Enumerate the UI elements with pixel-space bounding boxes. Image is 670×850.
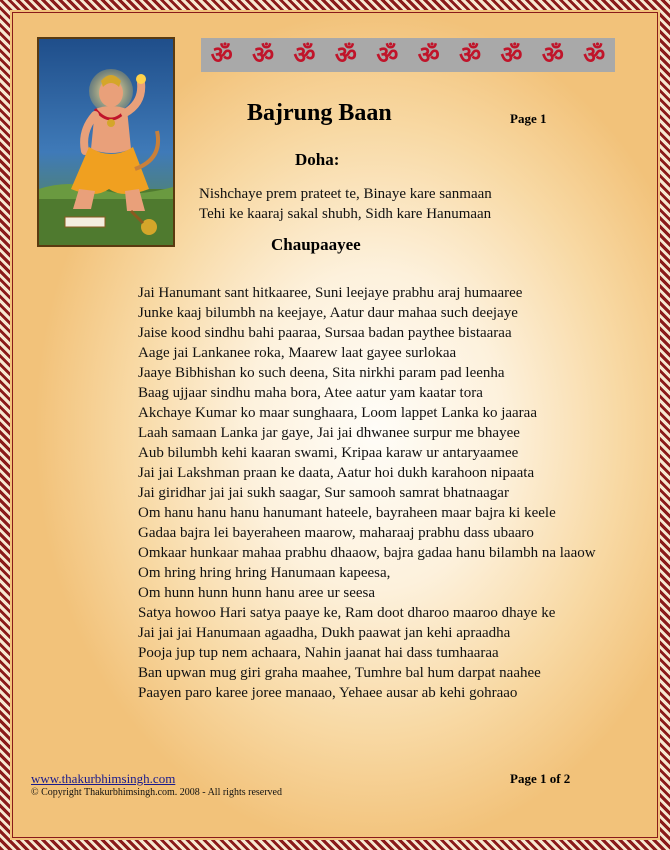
copyright-notice: © Copyright Thakurbhimsingh.com. 2008 - All rights reserved <box>31 787 282 798</box>
doha-text <box>199 184 492 224</box>
om-symbol-icon: ॐ <box>417 41 440 69</box>
chaupaayee-text <box>138 283 628 703</box>
website-link[interactable]: www.thakurbhimsingh.com <box>31 771 176 786</box>
om-symbol-icon: ॐ <box>252 41 275 69</box>
verse-line: Gadaa bajra lei bayeraheen maarow, maharaaj prabhu dass ubaaro <box>138 525 534 541</box>
page-number: Page 1 of 2 <box>510 771 571 786</box>
chaupaayee-heading: Chaupaayee <box>271 235 361 254</box>
doha-heading: Doha: <box>295 150 340 169</box>
om-symbol-icon: ॐ <box>334 41 357 69</box>
hanuman-image <box>37 37 175 247</box>
verse-line: Aub bilumbh kehi kaaran swami, Kripaa karaw ur antaryaamee <box>138 445 519 461</box>
om-symbol-icon: ॐ <box>210 41 233 69</box>
verse-line: Jai Hanumant sant hitkaaree, Suni leejaye prabhu araj humaaree <box>138 285 523 301</box>
verse-line: Pooja jup tup nem achaara, Nahin jaanat hai dass tumhaaraa <box>138 645 499 661</box>
doha-line: Nishchaye prem prateet te, Binaye kare sanmaan <box>199 186 492 202</box>
verse-line: Aage jai Lankanee roka, Maarew laat gayee surlokaa <box>138 345 457 361</box>
verse-line: Jai giridhar jai jai sukh saagar, Sur samooh samrat bhatnaagar <box>138 485 509 501</box>
om-symbol-icon: ॐ <box>583 41 606 69</box>
om-symbol-icon: ॐ <box>459 41 481 69</box>
verse-line: Jaaye Bibhishan ko such deena, Sita nirkhi param pad leenha <box>138 365 505 381</box>
verse-line: Om hanu hanu hanu hanumant hateele, bayraheen maar bajra ki keele <box>138 505 556 521</box>
verse-line: Jaise kood sindhu bahi paaraa, Sursaa badan paythee bistaaraa <box>138 325 512 341</box>
page-label: Page 1 <box>510 111 547 126</box>
verse-line: Paayen paro karee joree manaao, Yehaee ausar ab kehi gohraao <box>138 685 518 701</box>
verse-line: Junke kaaj bilumbh na keejaye, Aatur daur mahaa such deejaye <box>138 305 518 321</box>
verse-line: Jai jai Lakshman praan ke daata, Aatur hoi dukh karahoon nipaata <box>138 465 535 481</box>
verse-line: Akchaye Kumar ko maar sunghaara, Loom lappet Lanka ko jaaraa <box>138 405 537 421</box>
verse-line: Jai jai jai Hanumaan agaadha, Dukh paawat jan kehi apraadha <box>138 625 511 641</box>
om-symbol-icon: ॐ <box>376 41 399 69</box>
verse-line: Satya howoo Hari satya paaye ke, Ram doot dharoo maaroo dhaye ke <box>138 605 556 621</box>
verse-line: Laah samaan Lanka jar gaye, Jai jai dhwanee surpur me bhayee <box>138 425 520 441</box>
verse-line: Baag ujjaar sindhu maha bora, Atee aatur yam kaatar tora <box>138 385 483 401</box>
om-symbol-icon: ॐ <box>293 41 316 69</box>
om-symbol-icon: ॐ <box>500 41 523 69</box>
om-symbol-icon: ॐ <box>541 41 564 69</box>
verse-line: Om hring hring hring Hanumaan kapeesa, <box>138 565 391 581</box>
verse-line: Omkaar hunkaar mahaa prabhu dhaaow, bajra gadaa hanu bilambh na laaow <box>138 545 596 561</box>
verse-line: Ban upwan mug giri graha maahee, Tumhre bal hum darpat naahee <box>138 665 541 681</box>
om-banner <box>201 38 615 72</box>
verse-line: Om hunn hunn hunn hanu aree ur seesa <box>138 585 376 601</box>
doha-line: Tehi ke kaaraj sakal shubh, Sidh kare Hanumaan <box>199 206 492 222</box>
page-title: Bajrung Baan <box>247 100 392 126</box>
